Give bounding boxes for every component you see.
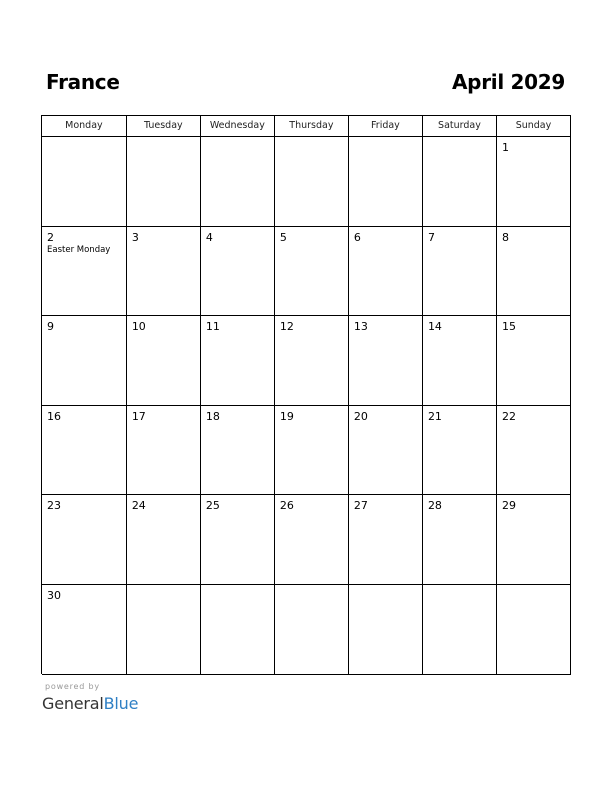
day-cell	[349, 495, 423, 585]
day-number: 21	[427, 409, 442, 423]
day-cell	[423, 316, 497, 406]
day-cell	[275, 585, 349, 675]
day-cell	[497, 316, 571, 406]
day-number: 1	[501, 141, 509, 154]
day-cell	[275, 406, 349, 496]
brand-logo	[42, 694, 138, 713]
day-cell	[127, 406, 201, 496]
day-cell	[127, 495, 201, 585]
day-cell	[275, 137, 349, 227]
day-cell	[275, 495, 349, 585]
weeks-container	[42, 137, 571, 675]
day-cell	[42, 495, 127, 585]
week-row	[42, 137, 571, 227]
day-cell	[349, 227, 423, 317]
day-cell	[201, 585, 275, 675]
day-cell	[349, 137, 423, 227]
weekday-header: Friday	[349, 116, 423, 137]
day-cell	[127, 137, 201, 227]
day-number: 14	[427, 320, 442, 334]
day-cell	[42, 406, 127, 496]
day-cell	[423, 585, 497, 675]
country-title: France	[46, 70, 120, 94]
day-cell	[42, 585, 127, 675]
day-number: 2	[47, 230, 54, 244]
day-cell	[497, 406, 571, 496]
day-number: 13	[353, 320, 368, 334]
day-cell	[349, 585, 423, 675]
brand-general-text: General	[42, 694, 104, 713]
day-cell	[423, 137, 497, 227]
weekday-header: Sunday	[497, 116, 571, 137]
week-row	[42, 585, 571, 675]
day-number: 26	[279, 499, 294, 513]
day-number: 28	[427, 499, 442, 513]
day-number: 20	[353, 409, 368, 423]
day-cell	[42, 316, 127, 406]
day-number: 9	[47, 320, 54, 334]
day-cell	[201, 137, 275, 227]
weekday-header: Saturday	[423, 116, 497, 137]
day-number: 3	[131, 230, 139, 244]
day-number: 6	[353, 230, 361, 244]
day-number: 25	[205, 499, 220, 513]
week-row	[42, 227, 571, 317]
day-cell	[275, 227, 349, 317]
day-number: 12	[279, 320, 294, 334]
day-number: 11	[205, 320, 220, 334]
day-number: 16	[47, 409, 61, 423]
day-cell	[423, 406, 497, 496]
day-cell	[423, 495, 497, 585]
day-number: 22	[501, 409, 516, 423]
day-number: 10	[131, 320, 146, 334]
day-cell	[349, 406, 423, 496]
holiday-label: Easter Monday	[47, 244, 111, 255]
powered-by-text: powered by	[45, 682, 100, 691]
day-cell	[275, 316, 349, 406]
brand-blue-text: Blue	[103, 694, 139, 713]
day-number: 5	[279, 230, 287, 244]
weekday-header: Monday	[42, 116, 127, 137]
week-row	[42, 495, 571, 585]
day-number: 4	[205, 230, 213, 244]
day-number: 19	[279, 409, 294, 423]
day-cell	[349, 316, 423, 406]
weekday-header: Tuesday	[127, 116, 201, 137]
day-cell	[127, 316, 201, 406]
day-cell	[42, 227, 127, 317]
day-cell	[127, 585, 201, 675]
day-number: 18	[205, 409, 220, 423]
weekday-header-row	[42, 116, 571, 137]
day-cell	[127, 227, 201, 317]
day-number: 30	[47, 588, 61, 602]
weekday-header: Thursday	[275, 116, 349, 137]
day-number: 24	[131, 499, 146, 513]
day-cell	[497, 585, 571, 675]
day-cell	[201, 227, 275, 317]
day-number: 7	[427, 230, 435, 244]
week-row	[42, 406, 571, 496]
day-cell	[423, 227, 497, 317]
day-number: 27	[353, 499, 368, 513]
day-cell	[201, 406, 275, 496]
day-number: 15	[501, 320, 516, 334]
day-cell	[201, 316, 275, 406]
day-number: 23	[47, 499, 61, 513]
weekday-header: Wednesday	[201, 116, 275, 137]
day-number: 8	[501, 230, 509, 244]
day-cell	[42, 137, 127, 227]
day-cell	[497, 495, 571, 585]
week-row	[42, 316, 571, 406]
day-number: 17	[131, 409, 146, 423]
day-cell	[497, 137, 571, 227]
month-year-title: April 2029	[452, 70, 565, 94]
day-number: 29	[501, 499, 516, 513]
calendar-grid	[41, 115, 571, 674]
day-cell	[497, 227, 571, 317]
day-cell	[201, 495, 275, 585]
